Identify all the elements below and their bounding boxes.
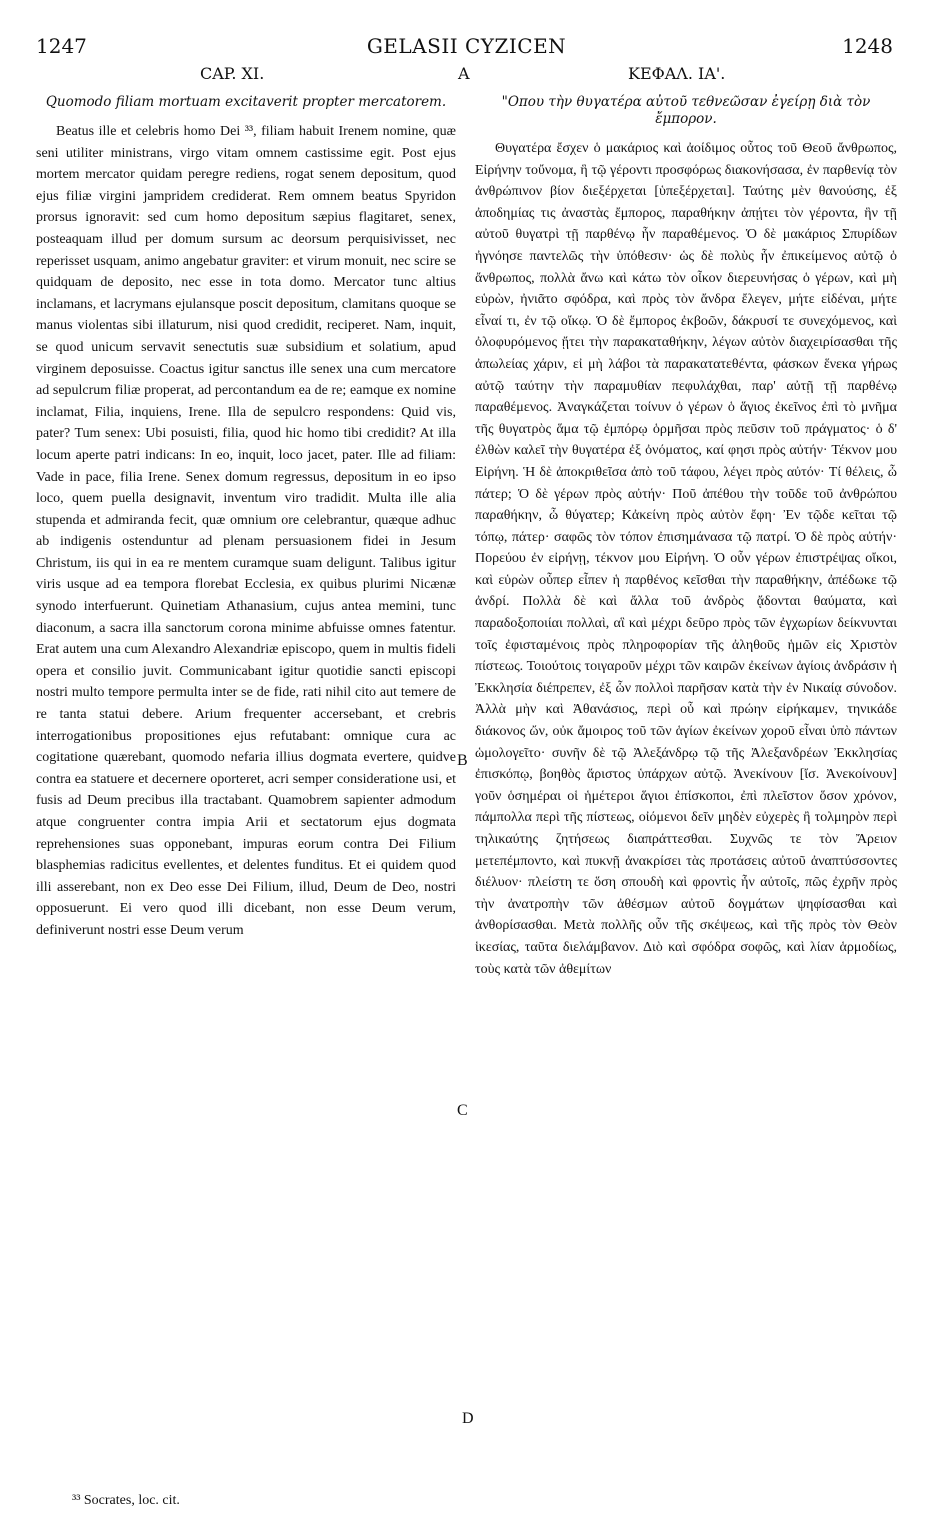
greek-chapter-title: "Οπου τὴν θυγατέρα αὐτοῦ τεθνεῶσαν ἐγείρῃ διὰ τὸν ἔμπορον.	[501, 94, 871, 127]
latin-body-text: Beatus ille et celebris homo Dei ³³, filiam habuit Irenem nomine, quæ seni utiliter ministrans, virgo vitam omnem castissime egit. Post ejus mortem mercator quidam peregre rediens, rogat senem depositum, quod ejus filiæ virgini jampridem crediderat. Rem omnem beatus Spyridon prorsus ignoravit: sed cum homo depositum sæpius flagitaret, senex, posteaquam illud per domum sursum ac deorsum perquisivisset, nec reperisset usquam, animo angebatur graviter: et virum monuit, nec scire se quidquam de deposito, nec esse in tota domo. Mercator tunc altius inclamans, et lacrymans ejulansque poscit depositum, clamitans quoque se manus violentas sibi illaturum, nisi quod credidit, reciperet. Nam, inquit, se quod unicum servavit senectutis suæ subsidium et solatium, apud virginem deposuisse. Coactus igitur sanctus ille senex una cum mercatore ad sepulcrum filiæ properat, ad percontandum ea de re; eamque ex nomine inclamat, Filia, inquiens, Irene. Illa de sepulcro respondens: Quid vis, pater? Tum senex: Ubi posuisti, filia, quod hic homo tibi credidit? At illa locum aperte patri indicans: In eo, inquit, loco jacet, pater. Ille ad filiam: Vade in pace, filia Irene. Senex domum regressus, depositum in eo ipso loco, quem puella designavit, inventum viro tradidit. Multa ille alia stupenda et admiranda fecit, quæ omnium ore celebrantur, quæque adhuc ab indigenis ostenduntur ad plenam persuasionem fidei in Jesum Christum, iis qui in ea re mentem curamque suam deligunt. Talibus igitur viris usque ad ea tempora florebat Ecclesia, ex quibus plurimi Nicænæ synodo interfuerunt. Quinetiam Athanasium, cujus antea memini, tunc diaconum, a sacra illa sanctorum corona minime abfuisse omnes fatentur. Erat autem una cum Alexandro Alexandriæ episcopo, quem in multis fideli opera et consilio juvit. Communicabant igitur quotidie sancti episcopi nostri multo tempore permulta inter se de fide, rati nihil cito aut temere de re tanta statui debere. Arium frequenter accersebant, et crebris interrogationibus propositiones ejus refutabant: omnique cura ac cogitatione quærebant, quomodo nefaria illius dogmata evertere, quidve contra ea statuere et decernere oporteret, acri semper consideratione usi, et fusis ad Deum precibus illa tractabant. Quamobrem sapienter admodum atque congruenter contra impia Arii et sectatorum ejus dogmata reprehensiones suas opponebant, impuras eorum contra Dei Filium blasphemias radicitus evellentes, et delentes funditus. Et ei quidem quod illi asserebant, non ex Deo esse Dei Filium, illud, Deum de Deo, nostri opposuerunt. Ei vero quod illi dicebant, non esse Deum verum, definiverunt nostri esse Deum verum	[36, 124, 456, 938]
greek-chapter-heading: ΚΕΦΑΛ. ΙΑ'.	[628, 64, 726, 83]
greek-column	[475, 94, 897, 980]
latin-chapter-heading: CAP. XI.	[200, 64, 265, 83]
margin-marker-d: D	[462, 1410, 474, 1427]
running-title: GELASII CYZICEN	[366, 34, 567, 58]
right-page-number: 1248	[842, 34, 893, 58]
margin-marker-c: C	[457, 1102, 468, 1119]
margin-marker-a: A	[458, 64, 470, 83]
greek-body-text: Θυγατέρα ἔσχεν ὁ μακάριος καὶ ἀοίδιμος οὗτος τοῦ Θεοῦ ἄνθρωπος, Εἰρήνην τοὔνομα, ἣ τῷ γέροντι προσφόρως διακονήσασα, ἐν παρθενίᾳ τὸν ἀνθρώπινον βίον διεξέρχεται [ὑπεξέρχεται]. Ταύτης μὲν θανούσης, ἐξ ἀποδημίας τις ἀναστὰς ἔμπορος, παραθήκην ἀπῄτει τὸν γέροντα, ἣν τῇ αὐτοῦ θυγατρὶ τῇ παρθένῳ ἦν παραθέμενος. Ὁ δὲ μακάριος Σπυρίδων ἠγνόησε παντελῶς τὴν ὑπόθεσιν· ὡς δὲ πολὺς ἦν ἐπικείμενος αὐτῷ ὁ ἄνθρωπος, πολλὰ ἄνω καὶ κάτω τὸν οἶκον διερευνήσας ὁ γέρων, καὶ μὴ εὑρὼν, ἠνιᾶτο σφόδρα, καὶ πρὸς τὸν ἄνδρα ἔλεγεν, μήτε εἰδέναι, μήτε εἶναί τι, ἐν τῷ οἴκῳ. Ὁ δὲ ἔμπορος ἐκβοῶν, δάκρυσί τε συνεχόμενος, καὶ ὀλοφυρόμενος ᾔτει τὴν παρακαταθήκην, λέγων αὐτὸν διαχειρίσασθαι τῆς ἀπωλείας χάριν, εἰ μὴ λάβοι τὰ παρακατατεθέντα, φάσκων ἕνεκα γήρως αὐτῷ ταύτην τὴν παραμυθίαν πεφυλάχθαι, παρ' αὐτῇ τῇ παρθένῳ παραθέμενος. Ἀναγκάζεται τοίνυν ὁ γέρων ὁ ἅγιος ἐκεῖνος ἐπὶ τὸ μνῆμα τῆς θυγατρὸς ἅμα τῷ ἐμπόρῳ ὁρμῆσαι πρὸς πεῦσιν τοῦ πράγματος· ὁ δ' ἐλθὼν καλεῖ τὴν θυγατέρα ἐξ ὀνόματος, καί φησι πρὸς αὐτήν· Τέκνον μου Εἰρήνη. Ἡ δὲ ἀποκριθεῖσα ἀπὸ τοῦ τάφου, λέγει πρὸς αὐτόν· Τί θέλεις, ὦ πάτερ; Ὁ δὲ γέρων πρὸς αὐτήν· Ποῦ ἀπέθου τὴν τοῦδε τοῦ ἀνθρώπου παραθήκην, ὦ θύγατερ; Κἀκείνη πρὸς αὐτὸν ἔφη· Ἐν τῷδε κεῖται τῷ τόπῳ, πάτερ· σαφῶς τὸν τόπον ἐπισημάνασα τῷ πατρί. Ὁ δὲ πρὸς αὐτήν· Πορεύου ἐν εἰρήνῃ, τέκνον μου Εἰρήνη. Ὁ οὖν γέρων ἐπιστρέψας οἴκοι, καὶ εὑρὼν οὗπερ εἶπεν ἡ παρθένος κεῖσθαι τὴν παραθήκην, ἀπέδωκε τῷ ἀνδρί. Πολλὰ δὲ καὶ ἄλλα τοῦ ἀνδρὸς ᾄδονται θαύματα, καὶ παραδοξοποιίαι πολλαὶ, αἳ καὶ μέχρι δεῦρο πρὸς τῶν ἐγχωρίων δείκνυνται τοῖς ἐφισταμένοις πρὸς πληροφορίαν τῆς ἀληθοῦς ἡμῶν εἰς Χριστὸν πίστεως. Τοιούτοις τοιγαροῦν μέχρι τῶν καιρῶν ἐκείνων ἁγίοις ἀνδράσιν ἡ Ἐκκλησία διέπρεπεν, ἐξ ὧν πολλοὶ παρῆσαν κατὰ τὴν ἐν Νικαίᾳ σύνοδον. Ἀλλὰ μὴν καὶ Ἀθανάσιος, περὶ οὗ καὶ πρώην εἰρήκαμεν, τηνικάδε διάκονος ὤν, οὐκ ἄμοιρος τοῦ τῶν ἁγίων ἐκείνων χοροῦ εἶναι ὑπὸ πάντων ὡμολογεῖτο· συνῆν δὲ τῷ Ἀλεξάνδρῳ τῷ τῆς Ἀλεξανδρέων Ἐκκλησίας ἐπισκόπῳ, βοηθὸς ἄριστος ὑπάρχων αὐτῷ. Ἀνεκίνουν [ἴσ. Ἀνεκοίνουν] γοῦν ὁσημέραι οἱ ἡμέτεροι ἅγιοι ἐπίσκοποι, ἐπὶ πλεῖστον ὅσον χρόνον, πάμπολλα περὶ τῆς πίστεως, οἰόμενοι δεῖν μηδὲν εὐχερὲς ἢ τολμηρὸν περὶ τηλικαύτης ζητήσεως διαπράττεσθαι. Συχνῶς τε τὸν Ἄρειον μετεπέμποντο, καὶ πυκνῇ ἀνακρίσει τὰς προτάσεις αὐτοῦ ἀναπτύσσοντες διέλυον· πλείστη τε ὅση σπουδὴ καὶ φροντὶς ἦν αὐτοῖς, πῶς ἐχρῆν πρὸς τὴν ἀνατροπὴν τῶν ἀθέσμων αὐτοῦ δογμάτων ψηφίσασθαι καὶ ἀνθορίσασθαι. Μετὰ πολλῆς οὖν τῆς σκέψεως, καὶ τῆς πρὸς τὸν Θεὸν ἱκεσίας, ταῦτα διελάμβανον. Διὸ καὶ σφόδρα σοφῶς, καὶ λίαν ἁρμοδίως, τοὺς κατὰ τῶν ἀθεμίτων	[475, 141, 897, 977]
footnote: ³³ Socrates, loc. cit.	[72, 1493, 180, 1508]
latin-column	[36, 94, 456, 942]
latin-chapter-title: Quomodo filiam mortuam excitaverit propter mercatorem.	[45, 94, 447, 110]
margin-marker-b: B	[457, 752, 468, 769]
left-page-number: 1247	[36, 34, 87, 58]
